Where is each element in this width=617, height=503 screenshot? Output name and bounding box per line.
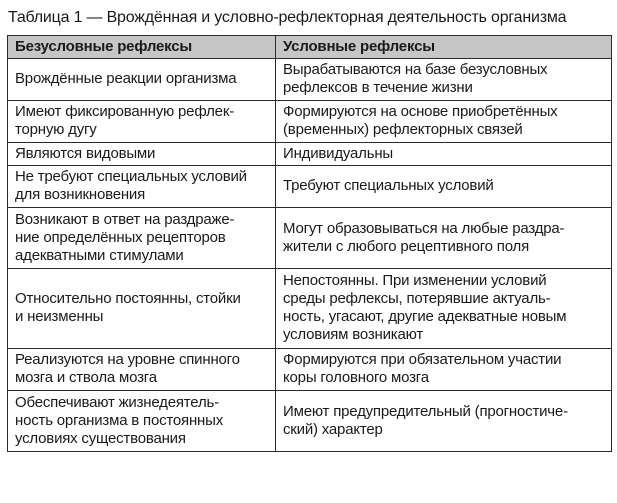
table-cell-unconditioned: Относительно постоянны, стойки и неизменны — [8, 269, 276, 349]
table-cell-unconditioned: Обеспечивают жизнедеятель- ность организма в постоянных условиях существования — [8, 391, 276, 452]
table-header-row — [8, 36, 612, 59]
table-caption: Таблица 1 — Врождённая и условно-рефлекторная деятельность организма — [8, 9, 567, 26]
table-cell-conditioned: Имеют предупредительный (прогностиче- ский) характер — [276, 391, 612, 452]
reflex-comparison-table — [7, 35, 612, 452]
table-cell-unconditioned: Реализуются на уровне спинного мозга и ствола мозга — [8, 349, 276, 391]
table-cell-unconditioned: Возникают в ответ на раздраже- ние определённых рецепторов адекватными стимулами — [8, 208, 276, 269]
table-row — [8, 208, 612, 269]
table-row — [8, 59, 612, 101]
table-cell-conditioned: Требуют специальных условий — [276, 166, 612, 208]
table-row — [8, 349, 612, 391]
table-cell-conditioned: Индивидуальны — [276, 143, 612, 166]
table-cell-conditioned: Формируются при обязательном участии коры головного мозга — [276, 349, 612, 391]
table-cell-conditioned: Непостоянны. При изменении условий среды рефлексы, потерявшие актуаль- ность, угасают, другие адекватные новым условиям возникают — [276, 269, 612, 349]
table-row — [8, 143, 612, 166]
table-cell-conditioned: Могут образовываться на любые раздра- жители с любого рецептивного поля — [276, 208, 612, 269]
table-row — [8, 166, 612, 208]
table-cell-unconditioned: Имеют фиксированную рефлек- торную дугу — [8, 101, 276, 143]
table-cell-unconditioned: Являются видовыми — [8, 143, 276, 166]
table-cell-conditioned: Вырабатываются на базе безусловных рефлексов в течение жизни — [276, 59, 612, 101]
column-header-unconditioned: Безусловные рефлексы — [8, 36, 276, 59]
table-row — [8, 101, 612, 143]
column-header-conditioned: Условные рефлексы — [276, 36, 612, 59]
table-row — [8, 391, 612, 452]
table-cell-unconditioned: Не требуют специальных условий для возникновения — [8, 166, 276, 208]
table-row — [8, 269, 612, 349]
table-cell-conditioned: Формируются на основе приобретённых (временных) рефлекторных связей — [276, 101, 612, 143]
table-cell-unconditioned: Врождённые реакции организма — [8, 59, 276, 101]
